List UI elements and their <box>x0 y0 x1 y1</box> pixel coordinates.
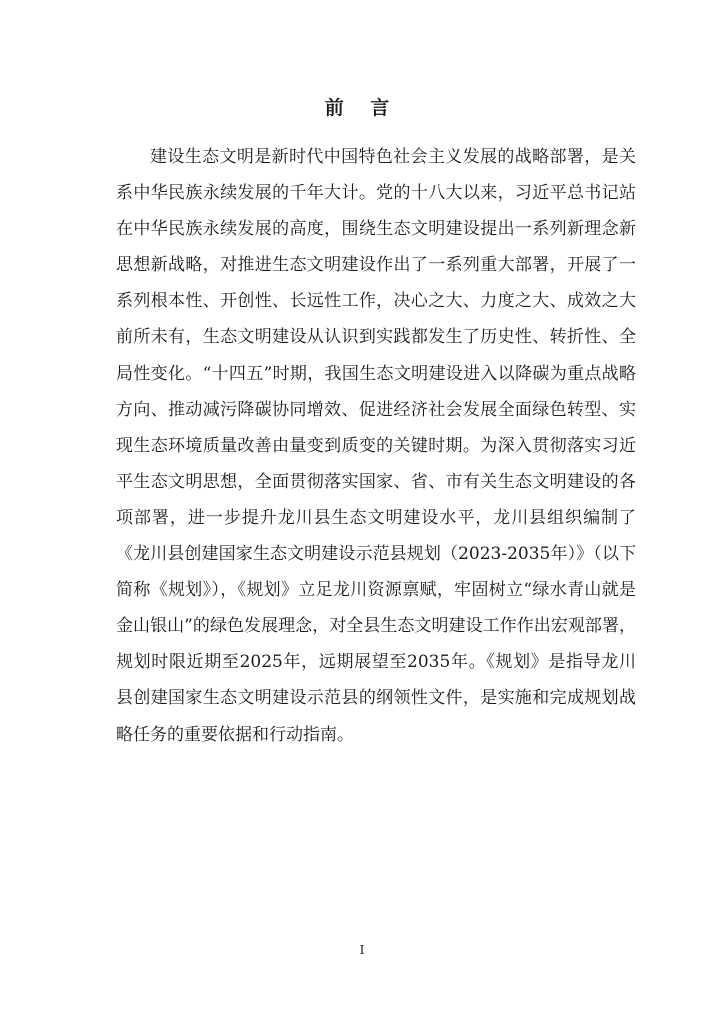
page-title: 前 言 <box>324 97 400 119</box>
body-paragraph: 建设生态文明是新时代中国特色社会主义发展的战略部署，是关系中华民族永续发展的千年大计。党的十八大以来，习近平总书记站在中华民族永续发展的高度，围绕生态文明建设提出一系列新理念新思想新战略，对推进生态文明建设作出了一系列重大部署，开展了一系列根本性、开创性、长远性工作，决心之大、力度之大、成效之大前所未有，生态文明建设从认识到实践都发生了历史性、转折性、全局性变化。“十四五”时期，我国生态文明建设进入以降碳为重点战略方向、推动减污降碳协同增效、促进经济社会发展全面绿色转型、实现生态环境质量改善由量变到质变的关键时期。为深入贯彻落实习近平生态文明思想，全面贯彻落实国家、省、市有关生态文明建设的各项部署，进一步提升龙川县生态文明建设水平，龙川县组织编制了《龙川县创建国家生态文明建设示范县规划（2023-2035年）》（以下简称《规划》），《规划》立足龙川资源禀赋，牢固树立“绿水青山就是金山银山”的绿色发展理念，对全县生态文明建设工作作出宏观部署，规划时限近期至2025年，远期展望至2035年。《规划》是指导龙川县创建国家生态文明建设示范县的纲领性文件，是实施和完成规划战略任务的重要依据和行动指南。 <box>116 147 636 745</box>
page-number: I <box>359 943 365 957</box>
